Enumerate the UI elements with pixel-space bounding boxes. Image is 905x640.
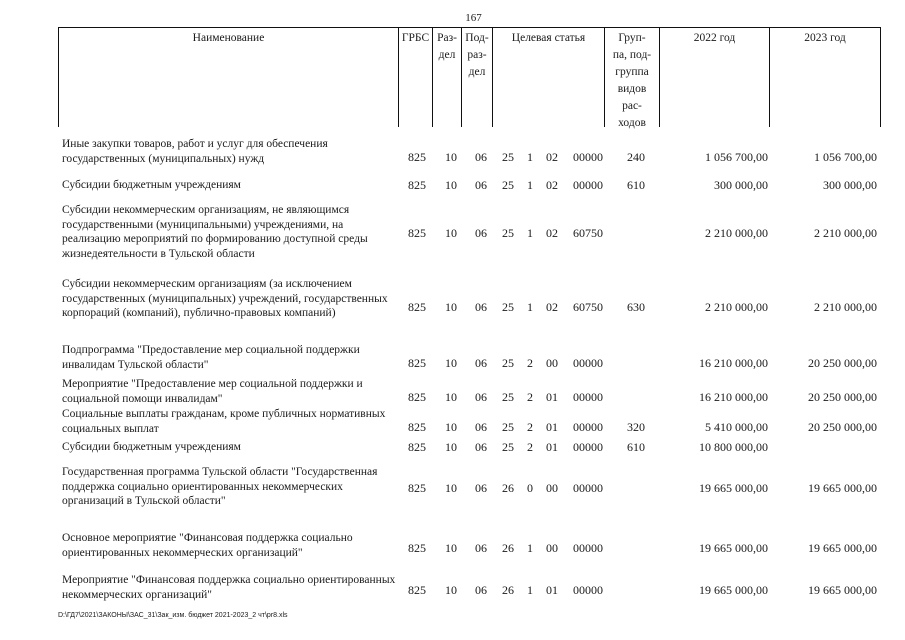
- row-prz-cell: 06: [475, 390, 487, 404]
- row-y2022-cell: 19 665 000,00: [699, 481, 768, 495]
- row-t3-cell: 02: [546, 300, 558, 314]
- row-name: Субсидии некоммерческим организациям, не являющимся государственными (муниципальными) учреждениями, на реализацию мероприятий по формированию доступной среды жизнедеятельности в Тульской области: [62, 204, 368, 260]
- row-t3-cell: 02: [546, 226, 558, 240]
- header-podrazdel-line: дел: [468, 66, 486, 78]
- row-prz-cell: 06: [475, 440, 487, 454]
- row-grbs-cell: 825: [408, 226, 426, 240]
- row-grbs-cell: 825: [408, 420, 426, 434]
- row-t2-cell: 1: [527, 150, 533, 164]
- row-t3-cell: 02: [546, 150, 558, 164]
- row-t2-cell: 2: [527, 356, 533, 370]
- header-group-line: рас-: [622, 100, 642, 112]
- row-t1-cell: 26: [502, 481, 514, 495]
- header-year-2023: 2023 год: [770, 28, 881, 127]
- row-t1-cell: 25: [502, 150, 514, 164]
- header-razdel-line: Раз-: [437, 32, 457, 44]
- header-group-line: группа: [615, 66, 649, 78]
- row-t4-cell: 00000: [573, 420, 603, 434]
- header-podrazdel-line: раз-: [467, 49, 487, 61]
- row-t1-cell: 25: [502, 390, 514, 404]
- row-vr-cell: 630: [627, 300, 645, 314]
- row-prz-cell: 06: [475, 583, 487, 597]
- row-y2022-cell: 16 210 000,00: [699, 356, 768, 370]
- row-grbs-cell: 825: [408, 356, 426, 370]
- row-rz-cell: 10: [445, 226, 457, 240]
- row-prz-cell: 06: [475, 300, 487, 314]
- row-t2-cell: 1: [527, 541, 533, 555]
- row-grbs-cell: 825: [408, 150, 426, 164]
- row-y2023-cell: 20 250 000,00: [808, 390, 877, 404]
- row-t2-cell: 0: [527, 481, 533, 495]
- row-name: Иные закупки товаров, работ и услуг для обеспечения государственных (муниципальных) нужд: [62, 138, 328, 165]
- row-y2022-cell: 10 800 000,00: [699, 440, 768, 454]
- row-prz-cell: 06: [475, 226, 487, 240]
- row-y2023-cell: 19 665 000,00: [808, 541, 877, 555]
- row-name: Субсидии некоммерческим организациям (за исключением государственных (муниципальных) учреждений, государственных корпораций (компаний), публично-правовых компаний): [62, 278, 388, 320]
- row-y2023-cell: 19 665 000,00: [808, 583, 877, 597]
- row-name: Основное мероприятие "Финансовая поддержка социально ориентированных некоммерческих организаций": [62, 532, 353, 559]
- row-t3-cell: 00: [546, 481, 558, 495]
- row-prz-cell: 06: [475, 356, 487, 370]
- row-rz-cell: 10: [445, 541, 457, 555]
- header-podrazdel: [462, 28, 493, 127]
- row-rz-cell: 10: [445, 583, 457, 597]
- row-t1-cell: 25: [502, 178, 514, 192]
- row-rz-cell: 10: [445, 481, 457, 495]
- header-razdel: [433, 28, 462, 127]
- row-prz-cell: 06: [475, 420, 487, 434]
- row-y2022-cell: 16 210 000,00: [699, 390, 768, 404]
- row-t3-cell: 00: [546, 541, 558, 555]
- row-vr-cell: 610: [627, 178, 645, 192]
- header-group-line: ходов: [618, 117, 646, 129]
- row-y2023-cell: 2 210 000,00: [814, 226, 877, 240]
- row-grbs-cell: 825: [408, 390, 426, 404]
- row-prz-cell: 06: [475, 178, 487, 192]
- row-y2023-cell: 20 250 000,00: [808, 356, 877, 370]
- row-t4-cell: 60750: [573, 300, 603, 314]
- header-target: Целевая статья: [493, 28, 605, 127]
- row-y2023-cell: 19 665 000,00: [808, 481, 877, 495]
- row-rz-cell: 10: [445, 300, 457, 314]
- row-vr-cell: 610: [627, 440, 645, 454]
- row-t4-cell: 00000: [573, 481, 603, 495]
- row-t4-cell: 00000: [573, 390, 603, 404]
- row-y2022-cell: 2 210 000,00: [705, 300, 768, 314]
- row-rz-cell: 10: [445, 440, 457, 454]
- row-y2022-cell: 2 210 000,00: [705, 226, 768, 240]
- row-name: Социальные выплаты гражданам, кроме публичных нормативных социальных выплат: [62, 408, 386, 435]
- row-t2-cell: 2: [527, 390, 533, 404]
- header-group: [605, 28, 660, 127]
- row-rz-cell: 10: [445, 356, 457, 370]
- row-y2022-cell: 19 665 000,00: [699, 583, 768, 597]
- table-header: [58, 27, 881, 127]
- row-name: Мероприятие "Предоставление мер социальной поддержки и социальной помощи инвалидам": [62, 378, 363, 405]
- row-grbs-cell: 825: [408, 300, 426, 314]
- file-path-footer: D:\ГД7\2021\ЗАКОНЫ\ЗАС_31\Зак_изм. бюджет 2021-2023_2 чт\pr8.xls: [58, 612, 288, 619]
- row-grbs-cell: 825: [408, 541, 426, 555]
- row-name: Мероприятие "Финансовая поддержка социально ориентированных некоммерческих организаций": [62, 574, 396, 601]
- row-t1-cell: 25: [502, 356, 514, 370]
- row-t4-cell: 00000: [573, 440, 603, 454]
- row-t4-cell: 00000: [573, 150, 603, 164]
- row-t3-cell: 00: [546, 356, 558, 370]
- row-t2-cell: 1: [527, 300, 533, 314]
- row-y2023-cell: 2 210 000,00: [814, 300, 877, 314]
- row-grbs-cell: 825: [408, 481, 426, 495]
- row-t1-cell: 26: [502, 583, 514, 597]
- row-y2022-cell: 5 410 000,00: [705, 420, 768, 434]
- row-t1-cell: 26: [502, 541, 514, 555]
- header-year-2022: 2022 год: [660, 28, 770, 127]
- row-t4-cell: 00000: [573, 541, 603, 555]
- page-number: 167: [465, 12, 482, 24]
- row-y2023-cell: 300 000,00: [823, 178, 877, 192]
- row-rz-cell: 10: [445, 390, 457, 404]
- row-t2-cell: 2: [527, 440, 533, 454]
- header-group-line: па, под-: [612, 49, 652, 61]
- row-name: Субсидии бюджетным учреждениям: [62, 179, 241, 191]
- row-y2022-cell: 1 056 700,00: [705, 150, 768, 164]
- row-name: Государственная программа Тульской области "Государственная поддержка социально ориентированных некоммерческих организаций в Тульской области": [62, 466, 378, 508]
- header-group-line: Груп-: [618, 32, 646, 44]
- row-prz-cell: 06: [475, 541, 487, 555]
- header-razdel-line: дел: [438, 49, 456, 61]
- row-t2-cell: 1: [527, 583, 533, 597]
- row-t1-cell: 25: [502, 440, 514, 454]
- row-prz-cell: 06: [475, 481, 487, 495]
- row-rz-cell: 10: [445, 178, 457, 192]
- row-y2022-cell: 300 000,00: [714, 178, 768, 192]
- row-t4-cell: 00000: [573, 583, 603, 597]
- row-y2022-cell: 19 665 000,00: [699, 541, 768, 555]
- row-name: Субсидии бюджетным учреждениям: [62, 441, 241, 453]
- header-name: Наименование: [59, 28, 399, 127]
- row-name: Подпрограмма "Предоставление мер социальной поддержки инвалидам Тульской области": [62, 344, 360, 371]
- row-y2023-cell: 20 250 000,00: [808, 420, 877, 434]
- header-group-line: видов: [617, 83, 647, 95]
- row-t3-cell: 01: [546, 583, 558, 597]
- row-rz-cell: 10: [445, 150, 457, 164]
- row-t3-cell: 01: [546, 420, 558, 434]
- row-y2023-cell: 1 056 700,00: [814, 150, 877, 164]
- row-t3-cell: 02: [546, 178, 558, 192]
- row-grbs-cell: 825: [408, 178, 426, 192]
- row-grbs-cell: 825: [408, 440, 426, 454]
- row-t3-cell: 01: [546, 390, 558, 404]
- row-t1-cell: 25: [502, 420, 514, 434]
- row-t2-cell: 2: [527, 420, 533, 434]
- row-vr-cell: 320: [627, 420, 645, 434]
- row-t4-cell: 00000: [573, 356, 603, 370]
- row-prz-cell: 06: [475, 150, 487, 164]
- row-t2-cell: 1: [527, 178, 533, 192]
- row-vr-cell: 240: [627, 150, 645, 164]
- row-rz-cell: 10: [445, 420, 457, 434]
- row-t1-cell: 25: [502, 226, 514, 240]
- row-t1-cell: 25: [502, 300, 514, 314]
- row-t4-cell: 00000: [573, 178, 603, 192]
- row-t2-cell: 1: [527, 226, 533, 240]
- header-grbs: ГРБС: [399, 28, 433, 127]
- row-t3-cell: 01: [546, 440, 558, 454]
- header-podrazdel-line: Под-: [465, 32, 489, 44]
- row-grbs-cell: 825: [408, 583, 426, 597]
- row-t4-cell: 60750: [573, 226, 603, 240]
